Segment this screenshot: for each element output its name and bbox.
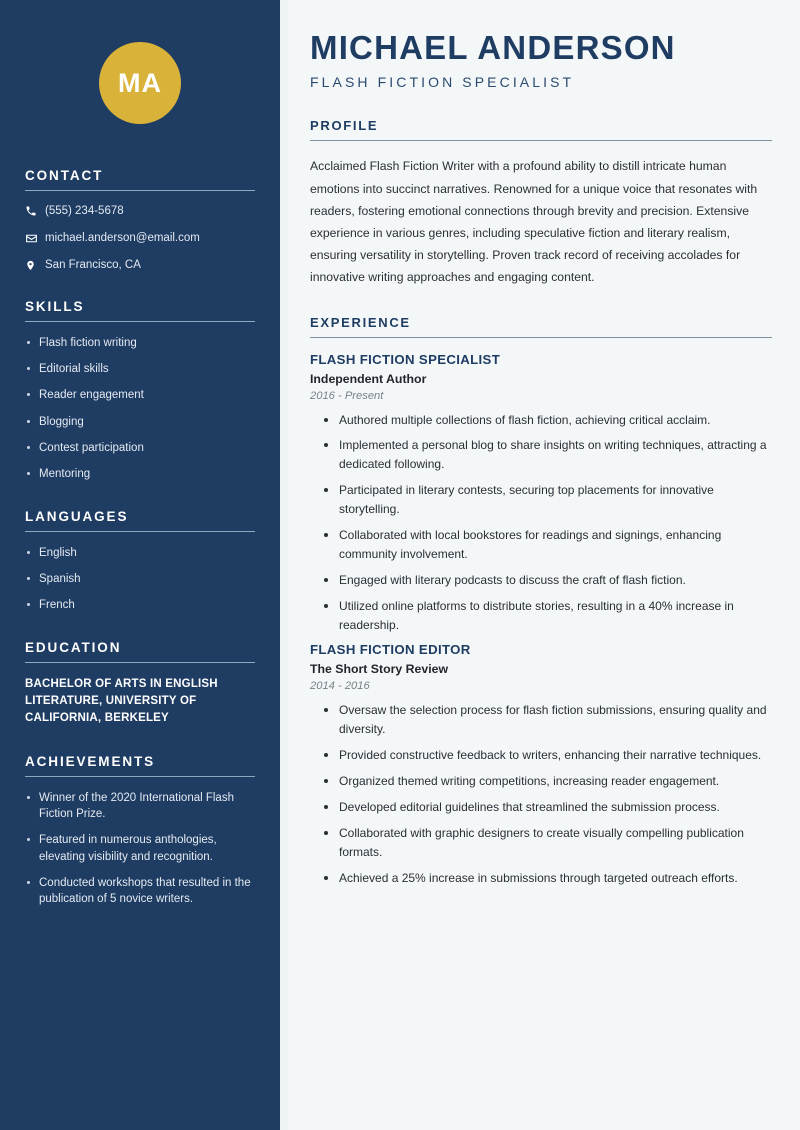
job-company: The Short Story Review: [310, 662, 449, 677]
page-title: MICHAEL ANDERSON: [310, 29, 676, 66]
contact-row-email[interactable]: [25, 231, 255, 246]
avatar-container: [25, 0, 255, 168]
list-item: Oversaw the selection process for flash fiction submissions, ensuring quality and diversity.: [324, 701, 772, 739]
phone-value: (555) 234-5678: [45, 205, 124, 217]
list-item: Utilized online platforms to distribute stories, resulting in a 40% increase in readership.: [324, 597, 772, 635]
list-item: Featured in numerous anthologies, elevating visibility and recognition.: [25, 832, 255, 865]
languages-heading: LANGUAGES: [25, 508, 129, 524]
sidebar-section-skills: [25, 299, 255, 483]
main-content: [288, 0, 800, 1130]
experience-divider: [310, 337, 772, 338]
list-item: Blogging: [25, 414, 255, 430]
location-value: San Francisco, CA: [45, 258, 141, 271]
contact-divider: [25, 190, 255, 191]
sidebar-section-languages: [25, 509, 255, 614]
list-item: Spanish: [25, 571, 255, 587]
job-dates: 2014 - 2016: [310, 680, 370, 693]
languages-list: [25, 545, 255, 614]
profile-heading: PROFILE: [310, 118, 379, 134]
list-item: Contest participation: [25, 440, 255, 456]
profile-divider: [310, 140, 772, 141]
sidebar: [0, 0, 280, 1130]
sidebar-section-contact: [25, 168, 255, 273]
list-item: Organized themed writing competitions, increasing reader engagement.: [324, 772, 772, 791]
list-item: Reader engagement: [25, 387, 255, 403]
job-bullet-list: [310, 411, 772, 636]
contact-row-location[interactable]: [25, 258, 255, 273]
sidebar-main-divider: [280, 0, 288, 1130]
job-title: FLASH FICTION EDITOR: [310, 642, 471, 658]
sidebar-section-achievements: [25, 754, 255, 908]
sidebar-section-education: [25, 640, 255, 728]
job-company: Independent Author: [310, 371, 427, 386]
contact-heading: CONTACT: [25, 168, 104, 183]
email-value: michael.anderson@email.com: [45, 231, 200, 244]
avatar: MA: [99, 42, 181, 124]
list-item: Achieved a 25% increase in submissions through targeted outreach efforts.: [324, 869, 772, 888]
list-item: Developed editorial guidelines that streamlined the submission process.: [324, 798, 772, 817]
experience-item: [310, 352, 772, 636]
list-item: Authored multiple collections of flash fiction, achieving critical acclaim.: [324, 411, 772, 430]
profile-text: Acclaimed Flash Fiction Writer with a profound ability to distill intricate human emotions into succinct narratives. Renowned for a unique voice that resonates with readers, fostering emotional connections through brevity and precision. Extensive experience in various genres, including speculative fiction and literary realism, ensuring versatility in storytelling. Proven track record of receiving accolades for innovative writing approaches and engaging content.: [310, 159, 758, 285]
achievements-heading: ACHIEVEMENTS: [25, 753, 156, 769]
experience-item: [310, 642, 772, 888]
languages-divider: [25, 531, 255, 532]
job-dates: 2016 - Present: [310, 389, 384, 402]
map-pin-icon: [25, 259, 45, 272]
list-item: English: [25, 545, 255, 561]
envelope-icon: [25, 232, 45, 245]
list-item: Flash fiction writing: [25, 335, 255, 351]
section-profile: [310, 118, 772, 288]
skills-divider: [25, 321, 255, 322]
list-item: Provided constructive feedback to writers, enhancing their narrative techniques.: [324, 746, 772, 765]
phone-icon: [25, 205, 45, 217]
education-heading: EDUCATION: [25, 639, 122, 655]
achievements-divider: [25, 776, 255, 777]
list-item: Conducted workshops that resulted in the publication of 5 novice writers.: [25, 875, 255, 908]
list-item: Implemented a personal blog to share insights on writing techniques, attracting a dedicated following.: [324, 436, 772, 474]
job-bullet-list: [310, 701, 772, 888]
list-item: Editorial skills: [25, 361, 255, 377]
list-item: Mentoring: [25, 466, 255, 482]
section-experience: [310, 315, 772, 888]
skills-list: [25, 335, 255, 483]
education-degree: BACHELOR OF ARTS IN ENGLISH LITERATURE, UNIVERSITY OF CALIFORNIA, BERKELEY: [25, 677, 218, 725]
achievements-list: [25, 790, 255, 908]
list-item: Collaborated with graphic designers to create visually compelling publication formats.: [324, 824, 772, 862]
education-divider: [25, 662, 255, 663]
list-item: Engaged with literary podcasts to discuss the craft of flash fiction.: [324, 571, 772, 590]
list-item: Winner of the 2020 International Flash Fiction Prize.: [25, 790, 255, 823]
list-item: Collaborated with local bookstores for readings and signings, enhancing community involvement.: [324, 526, 772, 564]
list-item: French: [25, 597, 255, 613]
job-title: FLASH FICTION SPECIALIST: [310, 351, 501, 367]
skills-heading: SKILLS: [25, 298, 85, 314]
experience-heading: EXPERIENCE: [310, 314, 411, 330]
list-item: Participated in literary contests, securing top placements for innovative storytelling.: [324, 481, 772, 519]
contact-row-phone[interactable]: [25, 204, 255, 219]
job-role-subtitle: FLASH FICTION SPECIALIST: [310, 74, 575, 91]
